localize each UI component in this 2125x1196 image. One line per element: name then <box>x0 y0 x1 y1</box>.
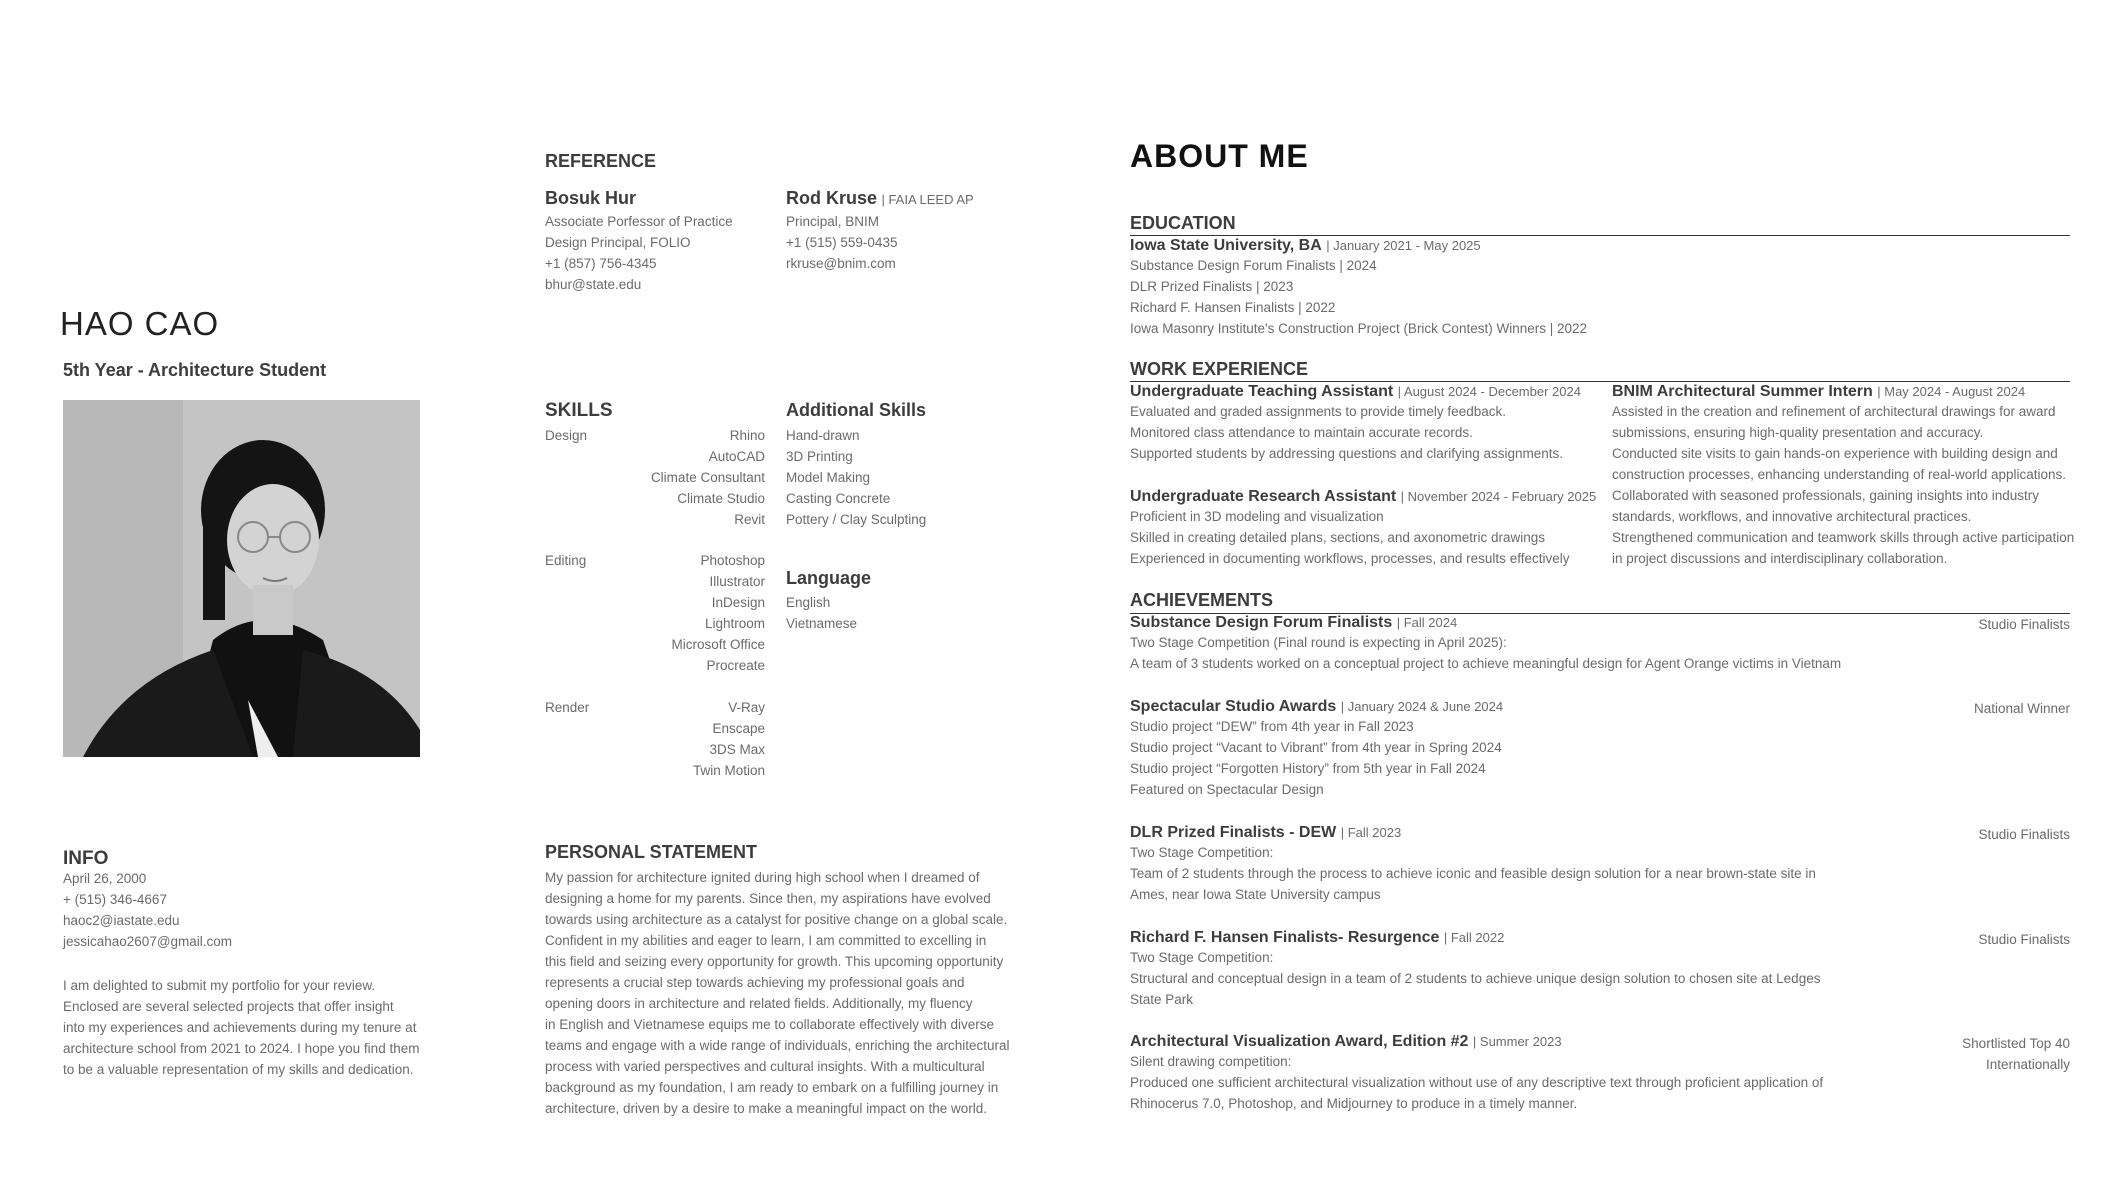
reference-1 <box>545 188 733 295</box>
job-line: Assisted in the creation and refinement of architectural drawings for award <box>1612 404 2056 419</box>
job-line: construction processes, enhancing understanding of real-world applications. <box>1612 467 2067 482</box>
reference-1-email: bhur@state.edu <box>545 277 642 292</box>
intro-line: architecture school from 2021 to 2024. I hope you find them <box>63 1041 420 1056</box>
skill-item: Rhino <box>729 428 765 443</box>
achievement-line: Ames, near Iowa State University campus <box>1130 887 1381 902</box>
achievement-item <box>1130 1033 2070 1114</box>
additional-skill: 3D Printing <box>786 449 853 464</box>
achievement-dates: | Fall 2022 <box>1443 930 1505 945</box>
language-item: English <box>786 595 831 610</box>
reference-1-name: Bosuk Hur <box>545 188 637 208</box>
statement-line: Confident in my abilities and eager to learn, I am committed to excelling in <box>545 933 987 948</box>
achievement-result <box>1978 614 2070 635</box>
job-line: standards, workflows, and innovative architectural practices. <box>1612 509 1972 524</box>
achievement-dates: | Fall 2023 <box>1340 825 1402 840</box>
achievement-line: Two Stage Competition (Final round is expecting in April 2025): <box>1130 635 1507 650</box>
job-line: Collaborated with seasoned professionals, gaining insights into industry <box>1612 488 2040 503</box>
skill-item: AutoCAD <box>708 449 765 464</box>
about-heading: ABOUT ME <box>1130 138 1309 174</box>
statement-line: opening doors in architecture and related fields. Additionally, my fluency <box>545 996 973 1011</box>
work-heading: WORK EXPERIENCE <box>1130 359 1309 379</box>
education-rule <box>1130 235 2070 236</box>
statement-heading: PERSONAL STATEMENT <box>545 842 758 862</box>
statement-line: designing a home for my parents. Since then, my aspirations have evolved <box>545 891 991 906</box>
achievement-line: Featured on Spectacular Design <box>1130 782 1324 797</box>
skill-group-design <box>600 425 765 530</box>
achievement-line: A team of 3 students worked on a conceptual project to achieve meaningful design for Agent Orange victims in Vietnam <box>1130 656 1842 671</box>
achievements-heading: ACHIEVEMENTS <box>1130 590 1274 610</box>
education-school: Iowa State University, BA <box>1130 237 1322 254</box>
additional-skills-list <box>786 425 926 530</box>
statement-line: towards using architecture as a catalyst for positive change on a global scale. <box>545 912 1008 927</box>
achievement-line: Structural and conceptual design in a team of 2 students to achieve unique design solution to chosen site at Ledges <box>1130 971 1821 986</box>
achievement-dates: | January 2024 & June 2024 <box>1340 699 1504 714</box>
reference-2-phone: +1 (515) 559-0435 <box>786 235 898 250</box>
additional-skill: Hand-drawn <box>786 428 860 443</box>
profile-name: HAO CAO <box>60 305 220 342</box>
reference-1-phone: +1 (857) 756-4345 <box>545 256 657 271</box>
skill-item: Illustrator <box>709 574 765 589</box>
skill-group-label-render: Render <box>545 700 590 715</box>
achievement-result <box>1974 698 2070 719</box>
job-line: Proficient in 3D modeling and visualization <box>1130 509 1384 524</box>
achievement-title: Richard F. Hansen Finalists- Resurgence <box>1130 929 1440 946</box>
achievement-title: DLR Prized Finalists - DEW <box>1130 824 1337 841</box>
job-title: Undergraduate Teaching Assistant <box>1130 383 1394 400</box>
achievement-line: Studio project “DEW” from 4th year in Fall 2023 <box>1130 719 1414 734</box>
achievement-dates: | Summer 2023 <box>1472 1034 1562 1049</box>
skill-group-label-editing: Editing <box>545 553 587 568</box>
reference-heading: REFERENCE <box>545 151 657 171</box>
skill-item: Microsoft Office <box>671 637 765 652</box>
achievement-result <box>1978 824 2070 845</box>
skill-item: InDesign <box>711 595 765 610</box>
skill-item: 3DS Max <box>709 742 765 757</box>
achievement-line: Studio project “Vacant to Vibrant” from 4th year in Spring 2024 <box>1130 740 1502 755</box>
achievement-result <box>1978 929 2070 950</box>
achievement-item <box>1130 929 2070 1010</box>
info-email-personal: jessicahao2607@gmail.com <box>63 934 233 949</box>
achievement-title: Substance Design Forum Finalists <box>1130 614 1393 631</box>
achievement-result-line: Studio Finalists <box>1978 617 2070 632</box>
skill-item: Twin Motion <box>692 763 765 778</box>
achievement-item <box>1130 698 2070 800</box>
skill-group-editing <box>600 550 765 676</box>
education-line: Iowa Masonry Institute's Construction Project (Brick Contest) Winners | 2022 <box>1130 321 1588 336</box>
job-line: Monitored class attendance to maintain accurate records. <box>1130 425 1473 440</box>
achievement-title: Spectacular Studio Awards <box>1130 698 1337 715</box>
additional-skills-heading: Additional Skills <box>786 400 927 420</box>
info-email-school: haoc2@iastate.edu <box>63 913 180 928</box>
profile-title: 5th Year - Architecture Student <box>63 360 327 380</box>
achievement-line: Produced one sufficient architectural visualization without use of any descriptive text through proficient application of <box>1130 1075 1824 1090</box>
profile-photo <box>63 400 420 757</box>
intro-line: into my experiences and achievements during my tenure at <box>63 1020 417 1035</box>
skill-item: Procreate <box>706 658 765 673</box>
info-heading: INFO <box>63 848 109 869</box>
job-title: BNIM Architectural Summer Intern <box>1612 383 1873 400</box>
info-phone: + (515) 346-4667 <box>63 892 167 907</box>
job-line: submissions, ensuring high-quality presentation and accuracy. <box>1612 425 1984 440</box>
achievement-result-line: National Winner <box>1973 701 2070 716</box>
reference-2 <box>786 188 974 274</box>
skill-item: Revit <box>734 512 765 527</box>
achievement-result-line: Studio Finalists <box>1978 932 2070 947</box>
statement-line: architecture, driven by a desire to make a meaningful impact on the world. <box>545 1101 987 1116</box>
job-line: in project discussions and interdisciplinary collaboration. <box>1612 551 1948 566</box>
language-heading: Language <box>786 568 872 588</box>
education-heading: EDUCATION <box>1130 213 1236 233</box>
education-entry <box>1130 237 1587 339</box>
achievement-item <box>1130 614 2070 674</box>
statement-line: teams and engage with a wide range of individuals, enriching the architectural <box>545 1038 1010 1053</box>
statement-line: My passion for architecture ignited during high school when I dreamed of <box>545 870 980 885</box>
skill-group-label-design: Design <box>545 428 588 443</box>
language-list <box>786 592 857 634</box>
additional-skill: Casting Concrete <box>786 491 891 506</box>
skill-item: Climate Studio <box>677 491 765 506</box>
additional-skill: Model Making <box>786 470 871 485</box>
info-birthday: April 26, 2000 <box>63 871 147 886</box>
job-dates: | August 2024 - December 2024 <box>1397 384 1581 399</box>
reference-1-line: Associate Porfessor of Practice <box>545 214 733 229</box>
reference-1-line: Design Principal, FOLIO <box>545 235 691 250</box>
statement-line: background as my foundation, I am ready to embark on a fulfilling journey in <box>545 1080 999 1095</box>
job-teaching-assistant <box>1130 383 1581 464</box>
job-line: Skilled in creating detailed plans, sections, and axonometric drawings <box>1130 530 1545 545</box>
work-rule <box>1130 381 2070 382</box>
job-dates: | November 2024 - February 2025 <box>1400 489 1597 504</box>
job-line: Evaluated and graded assignments to provide timely feedback. <box>1130 404 1506 419</box>
achievement-title: Architectural Visualization Award, Edition #2 <box>1130 1033 1469 1050</box>
achievement-line: State Park <box>1130 992 1194 1007</box>
reference-2-suffix: | FAIA LEED AP <box>881 192 974 207</box>
job-line: Conducted site visits to gain hands-on experience with building design and <box>1612 446 2058 461</box>
intro-line: Enclosed are several selected projects that offer insight <box>63 999 394 1014</box>
statement-paragraph <box>545 867 1010 1119</box>
achievement-result <box>1962 1033 2070 1075</box>
intro-line: to be a valuable representation of my skills and dedication. <box>63 1062 414 1077</box>
achievement-line: Rhinocerus 7.0, Photoshop, and Midjourney to produce in a timely manner. <box>1130 1096 1578 1111</box>
job-line: Experienced in documenting workflows, processes, and results effectively <box>1130 551 1570 566</box>
reference-2-line: Principal, BNIM <box>786 214 880 229</box>
skill-item: Lightroom <box>704 616 765 631</box>
language-item: Vietnamese <box>786 616 858 631</box>
achievement-result-line: Internationally <box>1985 1057 2070 1072</box>
skill-item: Enscape <box>712 721 765 736</box>
achievement-line: Two Stage Competition: <box>1130 845 1274 860</box>
job-title: Undergraduate Research Assistant <box>1130 488 1397 505</box>
skill-item: V-Ray <box>728 700 765 715</box>
achievement-result-line: Studio Finalists <box>1978 827 2070 842</box>
education-line: DLR Prized Finalists | 2023 <box>1130 279 1294 294</box>
portrait-image <box>63 400 420 757</box>
job-line: Supported students by addressing questions and clarifying assignments. <box>1130 446 1564 461</box>
achievement-dates: | Fall 2024 <box>1396 615 1458 630</box>
achievement-result-line: Shortlisted Top 40 <box>1962 1036 2070 1051</box>
job-line: Strengthened communication and teamwork skills through active participation <box>1612 530 2075 545</box>
job-bnim-intern <box>1612 383 2074 569</box>
statement-line: process with varied perspectives and cultural insights. With a multicultural <box>545 1059 985 1074</box>
intro-paragraph <box>63 975 419 1080</box>
achievement-item <box>1130 824 2070 905</box>
achievement-line: Silent drawing competition: <box>1130 1054 1292 1069</box>
intro-line: I am delighted to submit my portfolio for your review. <box>63 978 376 993</box>
statement-line: this field and seizing every opportunity for growth. This upcoming opportunity <box>545 954 1004 969</box>
education-line: Richard F. Hansen Finalists | 2022 <box>1130 300 1336 315</box>
job-dates: | May 2024 - August 2024 <box>1877 384 2026 399</box>
reference-2-name: Rod Kruse <box>786 188 878 208</box>
achievement-line: Studio project “Forgotten History” from 5th year in Fall 2024 <box>1130 761 1486 776</box>
education-dates: | January 2021 - May 2025 <box>1326 238 1481 253</box>
skill-group-render <box>600 697 765 781</box>
skills-heading: SKILLS <box>545 400 613 421</box>
skill-item: Photoshop <box>700 553 765 568</box>
statement-line: in English and Vietnamese equips me to collaborate effectively with diverse <box>545 1017 995 1032</box>
job-research-assistant <box>1130 488 1596 569</box>
statement-line: represents a crucial step towards achieving my professional goals and <box>545 975 965 990</box>
achievement-line: Two Stage Competition: <box>1130 950 1274 965</box>
achievement-line: Team of 2 students through the process to achieve iconic and feasible design solution for a near brown-state site in <box>1130 866 1816 881</box>
skill-item: Climate Consultant <box>650 470 765 485</box>
additional-skill: Pottery / Clay Sculpting <box>786 512 927 527</box>
info-list <box>63 868 232 952</box>
education-line: Substance Design Forum Finalists | 2024 <box>1130 258 1377 273</box>
reference-2-email: rkruse@bnim.com <box>786 256 896 271</box>
